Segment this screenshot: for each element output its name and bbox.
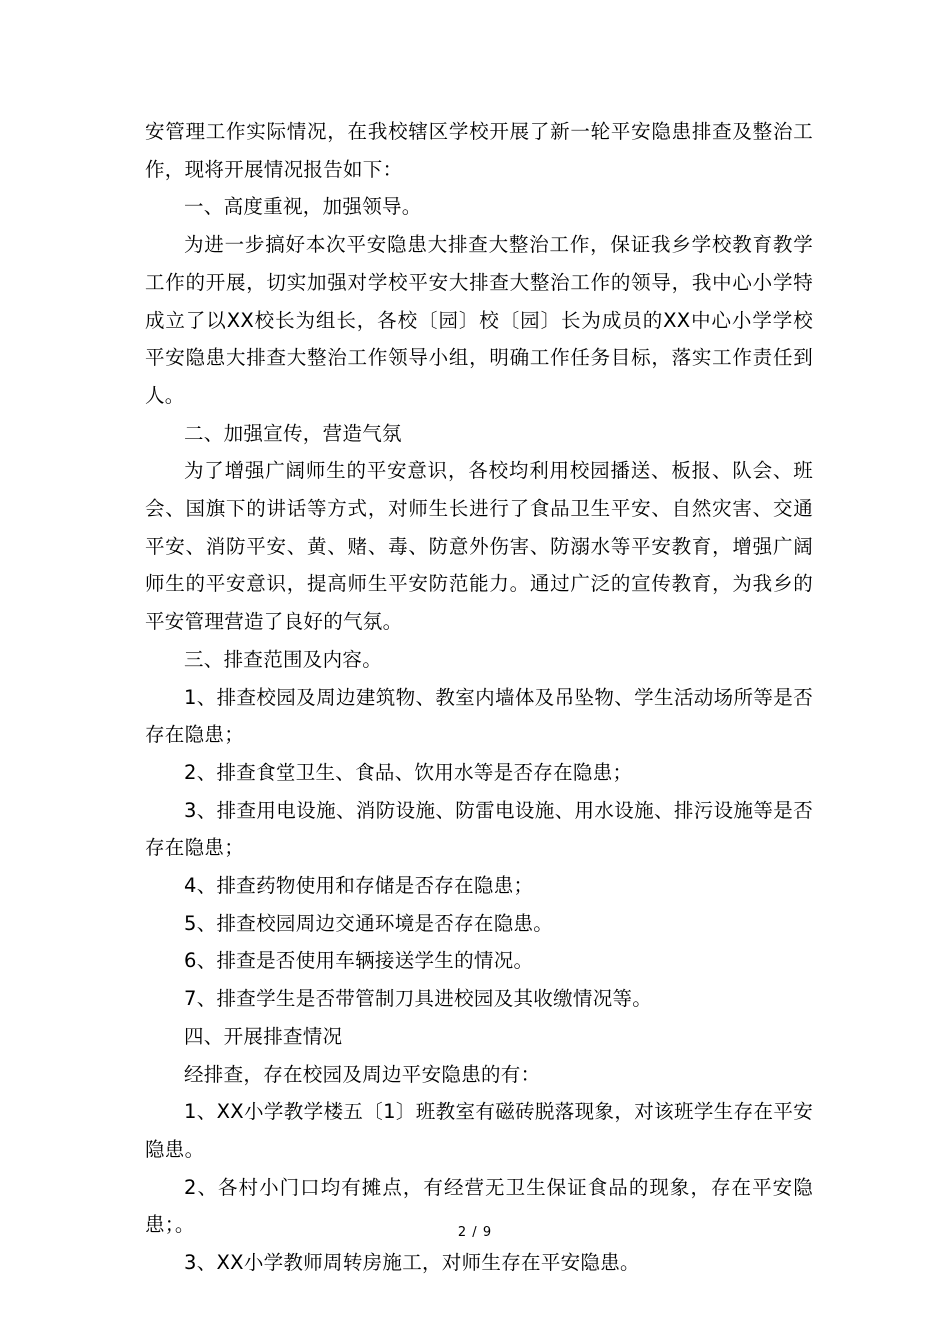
list-item-check-1: 1、排查校园及周边建筑物、教室内墙体及吊坠物、学生活动场所等是否存在隐患；	[145, 685, 813, 747]
paragraph-section-2: 为了增强广阔师生的平安意识，各校均利用校园播送、板报、队会、班会、国旗下的讲话等方式，对师生长进行了食品卫生平安、自然灾害、交通平安、消防平安、黄、赌、毒、防意外伤害、防溺水等平安教育，增强广阔师生的平安意识，提高师生平安防范能力。通过广泛的宣传教育，为我乡的平安管理营造了良好的气氛。	[145, 459, 813, 634]
list-item-hazard-3: 3、XX小学教师周转房施工，对师生存在平安隐患。	[184, 1251, 640, 1275]
list-item-hazard-2: 2、各村小门口均有摊点，有经营无卫生保证食品的现象，存在平安隐患；。	[145, 1175, 813, 1237]
page-number: 2 / 9	[457, 1225, 493, 1240]
paragraph-section-4-intro: 经排查，存在校园及周边平安隐患的有：	[184, 1062, 541, 1086]
section-heading-2: 二、加强宣传，营造气氛	[184, 421, 402, 445]
section-heading-3: 三、排查范围及内容。	[184, 647, 383, 671]
list-item-check-2: 2、排查食堂卫生、食品、饮用水等是否存在隐患；	[184, 760, 633, 784]
document-body	[145, 113, 813, 1282]
list-item-check-5: 5、排查校园周边交通环境是否存在隐患。	[184, 911, 554, 935]
list-item-check-3: 3、排查用电设施、消防设施、防雷电设施、用水设施、排污设施等是否存在隐患；	[145, 798, 813, 860]
section-heading-4: 四、开展排查情况	[184, 1024, 343, 1048]
list-item-check-4: 4、排查药物使用和存储是否存在隐患；	[184, 874, 534, 898]
list-item-hazard-1: 1、XX小学教学楼五〔1〕班教室有磁砖脱落现象，对该班学生存在平安隐患。	[145, 1100, 813, 1161]
section-heading-1: 一、高度重视，加强领导。	[184, 195, 422, 219]
paragraph-intro-continuation: 安管理工作实际情况，在我校辖区学校开展了新一轮平安隐患排查及整治工作，现将开展情况报告如下：	[145, 120, 813, 181]
list-item-check-6: 6、排查是否使用车辆接送学生的情况。	[184, 949, 534, 973]
list-item-check-7: 7、排查学生是否带管制刀具进校园及其收缴情况等。	[184, 987, 653, 1011]
paragraph-section-1: 为进一步搞好本次平安隐患大排查大整治工作，保证我乡学校教育教学工作的开展，切实加强对学校平安大排查大整治工作的领导，我中心小学特成立了以XX校长为组长，各校〔园〕校〔园〕长为成员的XX中心小学学校平安隐患大排查大整治工作领导小组，明确工作任务目标，落实工作责任到人。	[145, 233, 813, 407]
